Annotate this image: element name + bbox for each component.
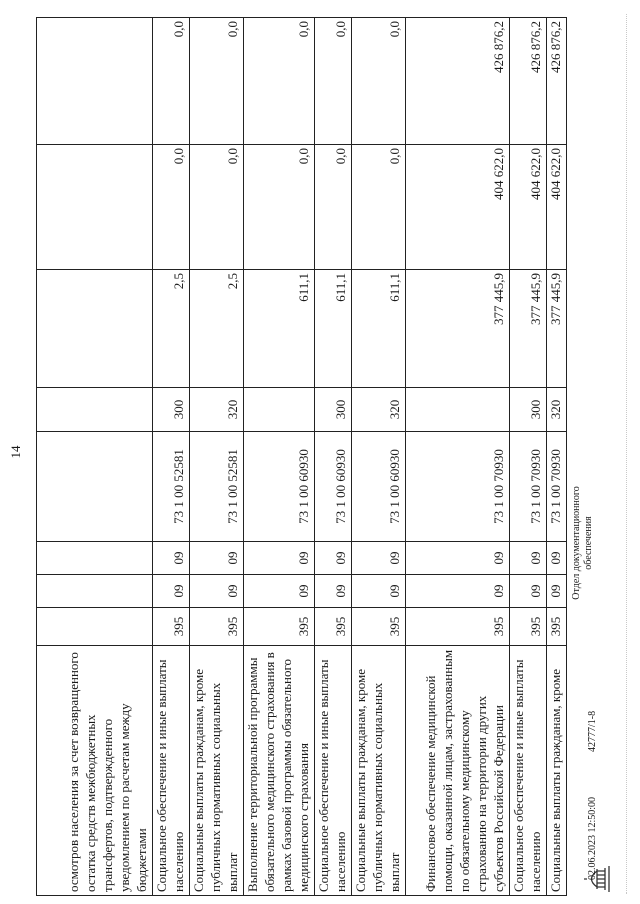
cell-csr: 73 1 00 70930 [547, 432, 567, 542]
cell-ved: 395 [547, 608, 567, 646]
stamp-line-2: обеспечения [583, 516, 594, 570]
cell-v2: 404 622,0 [406, 145, 510, 270]
cell-name: Социальное обеспечение и иные выплаты населению [510, 646, 547, 896]
table-row [315, 18, 352, 896]
cell-name: Социальное обеспечение и иные выплаты населению [153, 646, 190, 896]
cell-name: Выполнение территориальной программы обязательного медицинского страхования в рамках базовой программы обязательного медицинского страхования [244, 646, 315, 896]
table-row [547, 18, 567, 896]
cell-csr: 73 1 00 52581 [190, 432, 244, 542]
cell-vr [37, 388, 153, 432]
cell-csr: 73 1 00 60930 [244, 432, 315, 542]
cell-pr: 09 [510, 542, 547, 575]
page-footer [565, 0, 640, 904]
table-row [352, 18, 406, 896]
cell-ved: 395 [510, 608, 547, 646]
cell-v3: 0,0 [315, 18, 352, 145]
stamp-line-1: Отдел документационного [571, 486, 582, 600]
cell-v3: 426 876,2 [406, 18, 510, 145]
cell-vr: 320 [190, 388, 244, 432]
cell-csr: 73 1 00 60930 [315, 432, 352, 542]
cell-rz: 09 [315, 575, 352, 608]
cell-csr: 73 1 00 70930 [406, 432, 510, 542]
table-row [406, 18, 510, 896]
cell-name: Социальные выплаты гражданам, кроме [547, 646, 567, 896]
cell-csr: 73 1 00 60930 [352, 432, 406, 542]
table-row [37, 18, 153, 896]
cell-name: Социальное обеспечение и иные выплаты населению [315, 646, 352, 896]
cell-v2: 404 622,0 [510, 145, 547, 270]
cell-rz: 09 [190, 575, 244, 608]
cell-pr: 09 [547, 542, 567, 575]
cell-v1: 2,5 [153, 270, 190, 388]
cell-v1: 611,1 [352, 270, 406, 388]
cell-csr: 73 1 00 70930 [510, 432, 547, 542]
cell-v1: 377 445,9 [547, 270, 567, 388]
table-row [244, 18, 315, 896]
cell-v1: 611,1 [244, 270, 315, 388]
cell-v2: 0,0 [190, 145, 244, 270]
cell-ved: 395 [153, 608, 190, 646]
cell-name: Финансовое обеспечение медицинской помощи, оказанной лицам, застрахованным по обязательному медицинскому страхованию на территории других субъектов Российской Федерации [406, 646, 510, 896]
cell-v3: 0,0 [190, 18, 244, 145]
department-stamp [571, 478, 595, 608]
cell-name: Социальные выплаты гражданам, кроме публичных нормативных социальных выплат [190, 646, 244, 896]
cell-v2 [37, 145, 153, 270]
cell-name: осмотров населения за счет возвращенного остатка средств межбюджетных трансфертов, подтвержденного уведомлением по расчетам между бюджетами [37, 646, 153, 896]
footer-doc-code: 42777/1-8 [587, 710, 598, 752]
cell-rz [37, 575, 153, 608]
cell-rz: 09 [153, 575, 190, 608]
cell-pr: 09 [190, 542, 244, 575]
cell-csr [37, 432, 153, 542]
cell-v2: 0,0 [315, 145, 352, 270]
cell-rz: 09 [244, 575, 315, 608]
cell-vr [244, 388, 315, 432]
table-row [190, 18, 244, 896]
cell-ved [37, 608, 153, 646]
cell-v2: 0,0 [244, 145, 315, 270]
cell-pr: 09 [153, 542, 190, 575]
cell-ved: 395 [406, 608, 510, 646]
cell-v2: 0,0 [153, 145, 190, 270]
budget-table [36, 17, 567, 896]
table-row [153, 18, 190, 896]
page-number: 14 [8, 445, 23, 459]
cell-v1 [37, 270, 153, 388]
table-row [510, 18, 547, 896]
cell-ved: 395 [190, 608, 244, 646]
cell-v3: 426 876,2 [510, 18, 547, 145]
cell-v1: 611,1 [315, 270, 352, 388]
cell-vr: 300 [510, 388, 547, 432]
cell-v3: 426 876,2 [547, 18, 567, 145]
cell-v1: 2,5 [190, 270, 244, 388]
cell-v1: 377 445,9 [510, 270, 547, 388]
cell-csr: 73 1 00 52581 [153, 432, 190, 542]
cell-v1: 377 445,9 [406, 270, 510, 388]
cell-ved: 395 [315, 608, 352, 646]
cell-vr: 300 [315, 388, 352, 432]
cell-vr [406, 388, 510, 432]
cell-v2: 0,0 [352, 145, 406, 270]
cell-rz: 09 [547, 575, 567, 608]
cell-name: Социальные выплаты гражданам, кроме публичных нормативных социальных выплат [352, 646, 406, 896]
cell-v3: 0,0 [153, 18, 190, 145]
cell-ved: 395 [352, 608, 406, 646]
scan-artifact-line [626, 14, 627, 894]
cell-pr: 09 [315, 542, 352, 575]
cell-v3 [37, 18, 153, 145]
cell-pr: 09 [244, 542, 315, 575]
cell-vr: 320 [547, 388, 567, 432]
cell-v2: 404 622,0 [547, 145, 567, 270]
cell-vr: 320 [352, 388, 406, 432]
cell-pr: 09 [406, 542, 510, 575]
cell-pr: 09 [352, 542, 406, 575]
cell-v3: 0,0 [352, 18, 406, 145]
cell-rz: 09 [510, 575, 547, 608]
cell-rz: 09 [406, 575, 510, 608]
cell-rz: 09 [352, 575, 406, 608]
footer-datetime: 02.06.2023 12:50:00 [587, 796, 598, 880]
cell-vr: 300 [153, 388, 190, 432]
cell-ved: 395 [244, 608, 315, 646]
cell-pr [37, 542, 153, 575]
cell-v3: 0,0 [244, 18, 315, 145]
